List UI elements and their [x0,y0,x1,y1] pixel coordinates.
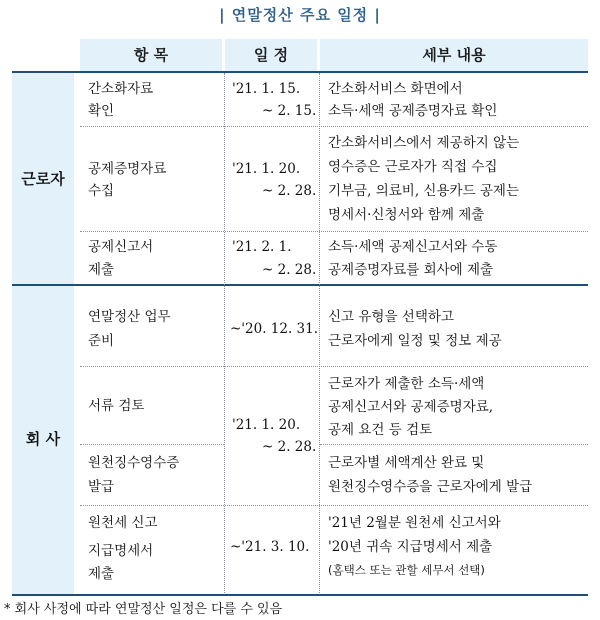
row2-item-line1: 공제증명자료 [88,161,167,177]
row7-detail-line2: '20년 귀속 지급명세서 제출 [328,539,493,555]
row5-detail-line2: 공제신고서와 공제증명자료, [328,399,494,415]
row1-detail-line2: 소득·세액 공제증명자료 확인 [328,103,498,119]
row2-date-end: ~ 2. 28. [262,183,317,199]
footnote: * 회사 사정에 따라 연말정산 일정은 다를 수 있음 [4,602,283,617]
row-separator [80,231,588,232]
row4-detail-line1: 신고 유형을 선택하고 [328,309,454,325]
row7-detail-line1: '21년 2월분 원천세 신고서와 [328,515,501,531]
row3-date-start: '21. 2. 1. [232,239,292,255]
group-label-worker: 근로자 [21,170,65,188]
row5-detail-line3: 공제 요건 등 검토 [328,422,433,438]
row5-date-start: '21. 1. 20. [232,417,301,433]
row1-date-end: ~ 2. 15. [262,103,317,119]
row4-item-line2: 준비 [88,333,115,349]
row7-date: ~'21. 3. 10. [230,539,310,555]
page-title: | 연말정산 주요 일정 | [219,6,381,24]
row1-item-line1: 간소화자료 [88,81,154,97]
row7-item-line1: 원천세 신고 [88,515,158,531]
row2-date-start: '21. 1. 20. [232,161,301,177]
rule-header-bottom [12,71,588,73]
row2-item-line2: 수집 [88,183,115,199]
row6-item-line2: 발급 [88,479,115,495]
row3-detail-line2: 공제증명자료를 회사에 제출 [328,262,494,278]
row-separator [80,366,588,367]
row2-detail-line2: 영수증은 근로자가 직접 수집 [328,159,498,175]
row2-detail-line3: 기부금, 의료비, 신용카드 공제는 [328,183,519,199]
row4-detail-line2: 근로자에게 일정 및 정보 제공 [328,333,502,349]
row3-item-line1: 공제신고서 [88,239,154,255]
row6-detail-line2: 원천징수영수증을 근로자에게 발급 [328,479,533,495]
row-separator [80,444,224,445]
row1-detail-line1: 간소화서비스 화면에서 [328,81,463,97]
row4-date: ~'20. 12. 31. [230,321,319,337]
header-detail: 세부 내용 [422,46,486,64]
row7-item-line2: 지급명세서 [88,543,154,559]
row1-date-start: '21. 1. 15. [232,81,301,97]
header-date: 일 정 [253,46,289,64]
row3-date-end: ~ 2. 28. [262,262,317,278]
row7-detail-line3: (홈택스 또는 관할 세무서 선택) [328,563,485,577]
row5-item: 서류 검토 [88,398,145,414]
row1-item-line2: 확인 [88,103,115,119]
group-label-company: 회 사 [25,430,61,448]
col-separator-1 [224,73,225,593]
row-separator [320,444,588,445]
row2-detail-line4: 명세서·신청서와 함께 제출 [328,207,485,223]
row3-item-line2: 제출 [88,262,115,278]
rule-table-bottom [12,594,588,596]
row6-item-line1: 원천징수영수증 [88,455,180,471]
row5-detail-line1: 근로자가 제출한 소득·세액 [328,376,485,392]
row-separator [80,505,588,506]
col-separator-2 [319,73,320,593]
rule-group-separator [12,284,588,286]
row5-date-end: ~ 2. 28. [262,439,317,455]
row7-item-line3: 제출 [88,566,115,582]
row3-detail-line1: 소득·세액 공제신고서와 수동 [328,239,498,255]
header-item: 항 목 [133,46,169,64]
row-separator [80,126,588,127]
row4-item-line1: 연말정산 업무 [88,309,171,325]
row2-detail-line1: 간소화서비스에서 제공하지 않는 [328,135,520,151]
row6-detail-line1: 근로자별 세액계산 완료 및 [328,455,485,471]
